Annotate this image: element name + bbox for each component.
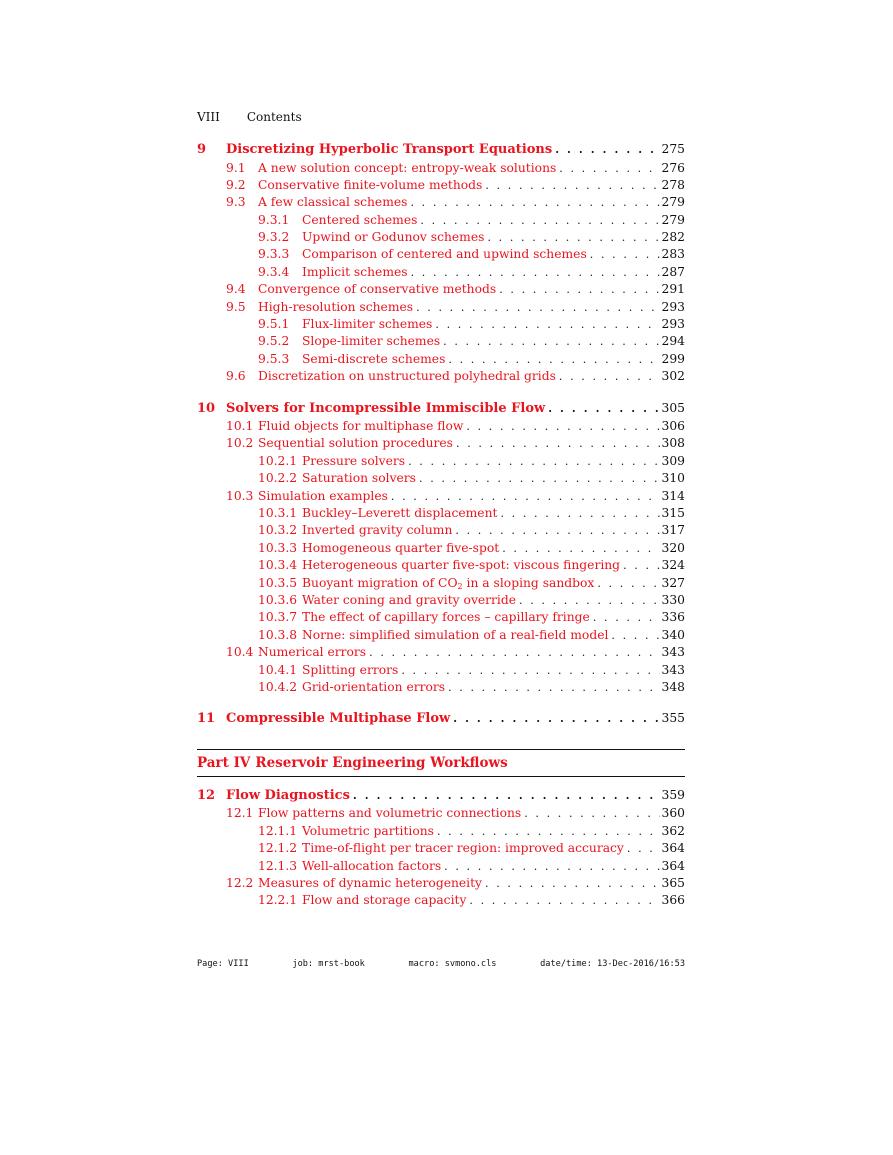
toc-entry-sec[interactable] <box>197 418 685 435</box>
toc-leader-dots <box>456 435 660 452</box>
toc-leader-dots <box>519 592 660 609</box>
toc-entry-number: 12.1.1 <box>258 823 298 838</box>
toc-entry-number: 9.5 <box>226 299 246 314</box>
part-number: Part IV <box>197 754 251 771</box>
toc-entry-sub[interactable] <box>197 858 685 875</box>
toc-entry-sub[interactable] <box>197 892 685 909</box>
toc-entry-number: 10.3.6 <box>258 592 298 607</box>
toc-entry-number: 9.3.1 <box>258 212 290 227</box>
running-title: Contents <box>246 110 302 124</box>
toc-leader-dots <box>555 141 659 158</box>
table-of-contents <box>197 141 685 910</box>
footer-page: Page: VIII <box>197 959 249 969</box>
toc-entry-page: 309 <box>661 453 685 468</box>
running-head <box>197 110 302 124</box>
toc-entry-number: 9 <box>197 142 207 157</box>
toc-entry-number: 10.3.5 <box>258 575 298 590</box>
toc-entry-sec[interactable] <box>197 368 685 385</box>
toc-entry-sub[interactable] <box>197 333 685 350</box>
toc-entry-number: 12.2.1 <box>258 893 298 908</box>
toc-entry-sub[interactable] <box>197 470 685 487</box>
toc-entry-number: 12.2 <box>226 875 254 890</box>
toc-entry-sub[interactable] <box>197 351 685 368</box>
toc-entry-title: Fluid objects for multiphase flow <box>258 419 464 434</box>
toc-entry-page: 362 <box>661 823 685 838</box>
toc-entry-page: 324 <box>661 558 685 573</box>
toc-entry-title: Flow Diagnostics <box>226 787 350 803</box>
toc-entry-chap[interactable] <box>197 141 685 160</box>
toc-entry-page: 299 <box>661 351 685 366</box>
toc-entry-title: Splitting errors <box>302 662 399 677</box>
toc-entry-number: 9.5.1 <box>258 317 290 332</box>
toc-entry-page: 282 <box>661 230 685 245</box>
toc-entry-number: 10.2.2 <box>258 471 298 486</box>
toc-entry-number: 12.1 <box>226 806 254 821</box>
toc-leader-dots <box>455 522 659 539</box>
toc-entry-page: 275 <box>661 142 685 156</box>
toc-entry-sub[interactable] <box>197 264 685 281</box>
toc-leader-dots <box>485 177 659 194</box>
toc-entry-number: 11 <box>197 711 216 727</box>
toc-entry-page: 283 <box>661 247 685 262</box>
toc-entry-page: 340 <box>661 627 685 642</box>
toc-entry-title: Implicit schemes <box>302 264 408 279</box>
toc-entry-page: 308 <box>661 436 685 451</box>
toc-entry-page: 355 <box>661 711 685 726</box>
toc-entry-sub[interactable] <box>197 246 685 263</box>
toc-entry-number: 9.6 <box>226 369 246 384</box>
toc-entry-sub[interactable] <box>197 557 685 574</box>
toc-entry-title: Simulation examples <box>258 488 388 503</box>
toc-entry-title: The effect of capillary forces – capillary fringe <box>302 610 590 625</box>
toc-entry-sec[interactable] <box>197 194 685 211</box>
toc-leader-dots <box>353 787 660 804</box>
toc-entry-title: Flow patterns and volumetric connections <box>258 806 522 821</box>
toc-entry-title: Water coning and gravity override <box>302 592 517 607</box>
footer-job: job: mrst-book <box>292 959 365 969</box>
toc-leader-dots <box>469 892 659 909</box>
toc-entry-sub[interactable] <box>197 662 685 679</box>
toc-entry-number: 9.3.3 <box>258 247 290 262</box>
toc-entry-page: 293 <box>661 299 685 314</box>
toc-leader-dots <box>548 400 659 417</box>
toc-entry-sec[interactable] <box>197 875 685 892</box>
toc-entry-sub[interactable] <box>197 453 685 470</box>
toc-leader-dots <box>499 281 659 298</box>
toc-entry-sub[interactable] <box>197 679 685 696</box>
toc-entry-chap[interactable] <box>197 400 685 419</box>
toc-entry-title: Time-of-flight per tracer region: improved accuracy <box>302 841 624 856</box>
toc-leader-dots <box>391 488 660 505</box>
toc-entry-sec[interactable] <box>197 644 685 661</box>
toc-entry-page: 366 <box>661 893 685 908</box>
toc-entry-sub[interactable] <box>197 540 685 557</box>
toc-entry-page: 276 <box>661 160 685 175</box>
toc-entry-page: 302 <box>661 369 685 384</box>
toc-entry-title: A new solution concept: entropy-weak solutions <box>258 160 557 175</box>
toc-entry-number: 9.4 <box>226 282 246 297</box>
toc-entry-title: Solvers for Incompressible Immiscible Flow <box>226 400 546 416</box>
toc-leader-dots <box>401 662 659 679</box>
toc-entry-number: 10.2 <box>226 436 254 451</box>
toc-entry-number: 10.1 <box>226 419 254 434</box>
toc-entry-number: 10.3.4 <box>258 558 298 573</box>
toc-entry-title: Measures of dynamic heterogeneity <box>258 875 482 890</box>
toc-leader-dots <box>611 627 659 644</box>
toc-leader-dots <box>590 246 660 263</box>
toc-entry-number: 10.3.8 <box>258 627 298 642</box>
toc-entry-sec[interactable] <box>197 160 685 177</box>
toc-entry-page: 315 <box>661 506 685 521</box>
toc-entry-sec[interactable] <box>197 281 685 298</box>
toc-entry-number: 9.3.4 <box>258 264 290 279</box>
toc-entry-title: Conservative finite-volume methods <box>258 177 483 192</box>
toc-entry-title: Volumetric partitions <box>302 823 434 838</box>
toc-entry-title: Heterogeneous quarter five-spot: viscous fingering <box>302 558 621 573</box>
toc-entry-page: 278 <box>661 177 685 192</box>
toc-entry-sub[interactable] <box>197 627 685 644</box>
toc-entry-title: Slope-limiter schemes <box>302 334 441 349</box>
part-title: Reservoir Engineering Workflows <box>255 754 508 771</box>
toc-leader-dots <box>524 805 659 822</box>
toc-entry-page: 287 <box>661 264 685 279</box>
toc-entry-chap[interactable] <box>197 787 685 806</box>
toc-entry-title: Discretization on unstructured polyhedral grids <box>258 369 556 384</box>
toc-leader-dots <box>453 710 659 727</box>
toc-entry-title: Sequential solution procedures <box>258 436 453 451</box>
toc-entry-title: Well-allocation factors <box>302 858 442 873</box>
page-folio: VIII <box>197 110 220 124</box>
toc-entry-number: 12 <box>197 787 216 803</box>
toc-entry-number: 9.3.2 <box>258 230 290 245</box>
toc-entry-sub[interactable] <box>197 229 685 246</box>
toc-entry-number: 12.1.3 <box>258 858 298 873</box>
toc-entry-page: 293 <box>661 317 685 332</box>
toc-leader-dots <box>502 540 659 557</box>
toc-entry-page: 305 <box>661 400 685 415</box>
toc-entry-page: 348 <box>661 679 685 694</box>
toc-entry-title: Comparison of centered and upwind schemes <box>302 247 587 262</box>
toc-entry-page: 314 <box>661 488 685 503</box>
toc-entry-title: Inverted gravity column <box>302 523 453 538</box>
toc-entry-page: 343 <box>661 645 685 660</box>
toc-entry-number: 10.3 <box>226 488 254 503</box>
toc-entry-number: 9.5.2 <box>258 334 290 349</box>
toc-entry-title: Upwind or Godunov schemes <box>302 230 485 245</box>
toc-entry-title: Flux-limiter schemes <box>302 317 433 332</box>
toc-entry-title: Homogeneous quarter five-spot <box>302 540 500 555</box>
toc-entry-page: 359 <box>661 787 685 802</box>
toc-leader-dots <box>623 557 659 574</box>
toc-entry-sub[interactable] <box>197 840 685 857</box>
toc-leader-dots <box>437 823 660 840</box>
toc-entry-title: Norne: simplified simulation of a real-field model <box>302 627 609 642</box>
toc-entry-title: Semi-discrete schemes <box>302 351 446 366</box>
toc-leader-dots <box>487 229 659 246</box>
toc-leader-dots <box>369 644 659 661</box>
toc-leader-dots <box>411 264 660 281</box>
toc-entry-number: 12.1.2 <box>258 841 298 856</box>
toc-entry-sub[interactable] <box>197 609 685 626</box>
toc-entry-title: Discretizing Hyperbolic Transport Equations <box>226 142 553 157</box>
toc-entry-title: A few classical schemes <box>258 195 408 210</box>
toc-leader-dots <box>593 609 660 626</box>
toc-leader-dots <box>485 875 660 892</box>
toc-entry-page: 365 <box>661 875 685 890</box>
toc-entry-page: 364 <box>661 858 685 873</box>
toc-entry-page: 343 <box>661 662 685 677</box>
toc-entry-title: High-resolution schemes <box>258 299 414 314</box>
toc-entry-number: 9.5.3 <box>258 351 290 366</box>
toc-entry-page: 330 <box>661 592 685 607</box>
toc-entry-number: 10.3.2 <box>258 523 298 538</box>
toc-entry-sec[interactable] <box>197 299 685 316</box>
toc-entry-number: 10.2.1 <box>258 453 298 468</box>
toc-entry-page: 364 <box>661 841 685 856</box>
toc-entry-number: 10.3.7 <box>258 610 298 625</box>
toc-entry-title: Centered schemes <box>302 212 418 227</box>
toc-entry-page: 336 <box>661 610 685 625</box>
toc-spacer <box>197 696 685 710</box>
toc-entry-page: 327 <box>661 575 685 590</box>
toc-part-heading[interactable] <box>197 749 685 777</box>
toc-leader-dots <box>416 299 659 316</box>
toc-entry-sub[interactable] <box>197 575 685 592</box>
toc-entry-number: 10.4.2 <box>258 679 298 694</box>
toc-entry-number: 10.4.1 <box>258 662 298 677</box>
toc-leader-dots <box>559 160 659 177</box>
toc-spacer <box>197 386 685 400</box>
toc-leader-dots <box>500 505 659 522</box>
toc-leader-dots <box>444 858 659 875</box>
toc-entry-sub[interactable] <box>197 823 685 840</box>
toc-leader-dots <box>435 316 659 333</box>
toc-leader-dots <box>597 575 659 592</box>
toc-entry-title: Numerical errors <box>258 645 367 660</box>
toc-entry-number: 10.4 <box>226 645 254 660</box>
toc-leader-dots <box>627 840 660 857</box>
page-footer <box>197 959 685 969</box>
toc-entry-subscript: 2 <box>457 581 463 591</box>
toc-entry-sub[interactable] <box>197 505 685 522</box>
toc-entry-page: 310 <box>661 471 685 486</box>
toc-leader-dots <box>410 194 659 211</box>
toc-entry-page: 317 <box>661 523 685 538</box>
toc-entry-sub[interactable] <box>197 522 685 539</box>
toc-leader-dots <box>420 212 659 229</box>
toc-entry-number: 9.3 <box>226 195 246 210</box>
toc-leader-dots <box>448 351 659 368</box>
toc-entry-sub[interactable] <box>197 212 685 229</box>
toc-entry-sec[interactable] <box>197 488 685 505</box>
toc-entry-title: Buckley–Leverett displacement <box>302 506 498 521</box>
toc-entry-title-tail: in a sloping sandbox <box>462 575 595 590</box>
toc-entry-sec[interactable] <box>197 177 685 194</box>
toc-entry-title: Pressure solvers <box>302 453 406 468</box>
toc-entry-title-part: Buoyant migration of CO <box>302 575 458 590</box>
toc-leader-dots <box>448 679 659 696</box>
toc-entry-page: 294 <box>661 334 685 349</box>
toc-entry-page: 360 <box>661 806 685 821</box>
toc-entry-title: Saturation solvers <box>302 471 416 486</box>
footer-datetime: date/time: 13-Dec-2016/16:53 <box>540 959 685 969</box>
toc-entry-title: Compressible Multiphase Flow <box>226 711 451 727</box>
toc-leader-dots <box>443 333 659 350</box>
toc-entry-number: 10.3.1 <box>258 506 298 521</box>
toc-entry-number: 10 <box>197 400 216 416</box>
toc-entry-page: 291 <box>661 282 685 297</box>
toc-entry-number: 9.1 <box>226 160 246 175</box>
toc-entry-page: 306 <box>661 419 685 434</box>
footer-macro: macro: svmono.cls <box>408 959 497 969</box>
toc-leader-dots <box>559 368 660 385</box>
toc-entry-sub[interactable] <box>197 592 685 609</box>
toc-entry-sec[interactable] <box>197 805 685 822</box>
toc-entry-title <box>302 575 597 592</box>
toc-entry-number: 9.2 <box>226 177 246 192</box>
toc-entry-number: 10.3.3 <box>258 540 298 555</box>
toc-leader-dots <box>408 453 659 470</box>
toc-entry-page: 279 <box>661 195 685 210</box>
toc-entry-title: Flow and storage capacity <box>302 893 467 908</box>
toc-entry-sec[interactable] <box>197 435 685 452</box>
toc-leader-dots <box>419 470 660 487</box>
toc-entry-page: 279 <box>661 212 685 227</box>
toc-entry-page: 320 <box>661 540 685 555</box>
toc-entry-sub[interactable] <box>197 316 685 333</box>
toc-leader-dots <box>466 418 659 435</box>
toc-entry-title: Grid-orientation errors <box>302 679 446 694</box>
toc-entry-title: Convergence of conservative methods <box>258 282 497 297</box>
toc-entry-chap[interactable] <box>197 710 685 729</box>
